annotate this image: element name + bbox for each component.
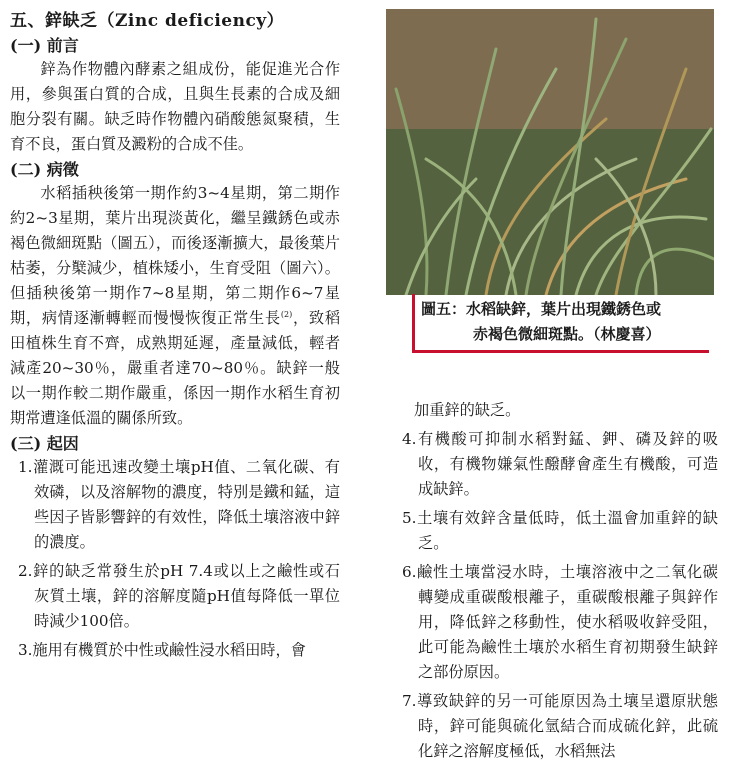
cause-item: 6.鹼性土壤當浸水時，土壤溶液中之二氧化碳轉變成重碳酸根離子，重碳酸根離子與鋅作用，降低鋅之移動性，使水稻吸收鋅受阻，此可能為鹼性土壤於水稻生育初期發生缺鋅之部份原因。: [402, 563, 718, 681]
cause-item: 2.鋅的缺乏常發生於pH 7.4或以上之鹼性或石灰質土壤，鋅的溶解度隨pH值每降低一單位時減少100倍。: [18, 562, 340, 630]
cause-item: 7.導致缺鋅的另一可能原因為土壤呈還原狀態時，鋅可能與硫化氫結合而成硫化鋅，此硫化鋅之溶解度極低，水稻無法: [402, 692, 718, 760]
photo-illustration: [386, 9, 714, 295]
reference-marker: (2): [280, 309, 293, 319]
left-column: [10, 0, 340, 667]
cause-item: 1.灌溉可能迅速改變土壤pH值、二氧化碳、有效磷，以及溶解物的濃度，特別是鐵和錳，這些因子皆影響鋅的有效性，降低土壤溶液中鋅的濃度。: [18, 458, 340, 551]
cause-item: 3.施用有機質於中性或鹼性浸水稻田時，會: [18, 641, 306, 659]
symptoms-paragraph: [10, 181, 340, 431]
intro-heading: (一) 前言: [10, 36, 79, 55]
intro-paragraph: 鋅為作物體內酵素之組成份，能促進光合作用，參與蛋白質的合成，且與生長素的合成及細胞分裂有關。缺乏時作物體內硝酸態氮聚積，生育不良，蛋白質及澱粉的合成不佳。: [10, 60, 340, 153]
figure-caption-box: [412, 294, 709, 353]
symptoms-text-a: 水稻插秧後第一期作約3~4星期，第二期作約2~3星期，葉片出現淡黃化，繼呈鐵銹色或赤褐色微細斑點（圖五），而後逐漸擴大，最後葉片枯萎，分櫱減少，植株矮小，生育受阻（圖六）。但插秧後第一期作7~8星期，第二期作6~7星期，病情逐漸轉輕而慢慢恢復正常生長: [10, 184, 340, 327]
symptoms-text-b: ，致稻田植株生育不齊，成熟期延遲，產量減低，輕者減產20~30％，嚴重者達70~80％。缺鋅一般以一期作較二期作嚴重，係因一期作水稻生育初期常遭逢低溫的關係所致。: [10, 309, 341, 427]
caption-line-1: 圖五：水稻缺鋅，葉片出現鐵銹色或: [421, 300, 662, 318]
cause-item: 5.土壤有效鋅含量低時，低土溫會加重鋅的缺乏。: [402, 509, 718, 552]
caption-line-2: 赤褐色微細斑點。（林慶喜）: [473, 325, 661, 343]
cause-item: 4.有機酸可抑制水稻對錳、鉀、磷及鋅的吸收，有機物嫌氣性醱酵會產生有機酸，可造成缺鋅。: [402, 430, 718, 498]
symptoms-heading: (二) 病徵: [10, 160, 79, 179]
section-title: 五、鋅缺乏（Zinc deficiency）: [10, 11, 285, 31]
cause-continuation: 加重鋅的缺乏。: [414, 401, 521, 419]
right-column: [394, 398, 718, 768]
rice-zinc-deficiency-photo: [386, 9, 714, 295]
figure-caption: [421, 297, 661, 347]
causes-heading: (三) 起因: [10, 434, 79, 453]
